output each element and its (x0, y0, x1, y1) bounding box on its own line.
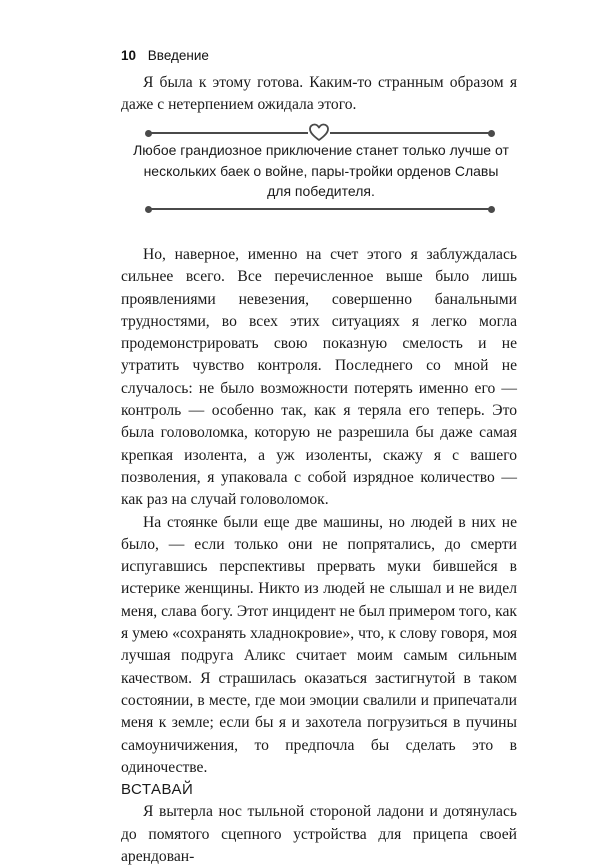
running-header (121, 48, 209, 63)
pull-quote: Любое грандиозное приключение станет только лучше от нескольких баек о войне, пары-тройки орденов Славы для победителя. (133, 142, 509, 199)
intro-paragraph: Я была к этому готова. Каким-то странным образом я даже с нетерпением ожидала этого. (121, 74, 517, 114)
ornament-divider-bottom (145, 202, 495, 216)
main-text (121, 244, 517, 868)
section-title: Введение (147, 48, 209, 63)
intro-block (121, 72, 517, 117)
paragraph-2: На стоянке были еще две машины, но людей в них не было, — если только они не попрятались, до смерти испугавшись перспективы прервать муки бившейся в истерике женщины. Никто из людей не слышал и не видел меня, слава богу. Этот инцидент не был примером того, как я умею «сохранять хладнокровие», что, к слову говоря, моя лучшая подруга Аликс считает моим самым сильным качеством. Я страшилась оказаться застигнутой в таком состоянии, в месте, где мои эмоции свалили и припечатали меня к земле; если бы я и захотела погрузиться в пучины самоуничижения, то предпочла бы сделать это в одиночестве. (121, 513, 517, 776)
paragraph-1: Но, наверное, именно на счет этого я заблуждалась сильнее всего. Все перечисленное выше было лишь проявлениями невезения, совершенно банальными трудностями, во всех этих ситуациях я легко могла продемонстрировать свою показную смелость и не утратить чувство контроля. Последнего со мной не случалось: не было возможности потерять именно его — контроль — особенно так, как я теряла его теперь. Это была головоломка, которую не разрешила бы даже самая крепкая изолента, а уж изоленты, скажу я с вашего позволения, я упаковала с собой изрядное количество — как раз на случай головоломок. (121, 246, 517, 509)
page-number: 10 (121, 48, 137, 63)
ornament-divider-top (145, 126, 495, 140)
section-subheading: ВСТАВАЙ (121, 781, 194, 799)
paragraph-3: Я вытерла нос тыльной стороной ладони и дотянулась до помятого сцепного устройства для прицепа своей арендован- (121, 803, 517, 866)
